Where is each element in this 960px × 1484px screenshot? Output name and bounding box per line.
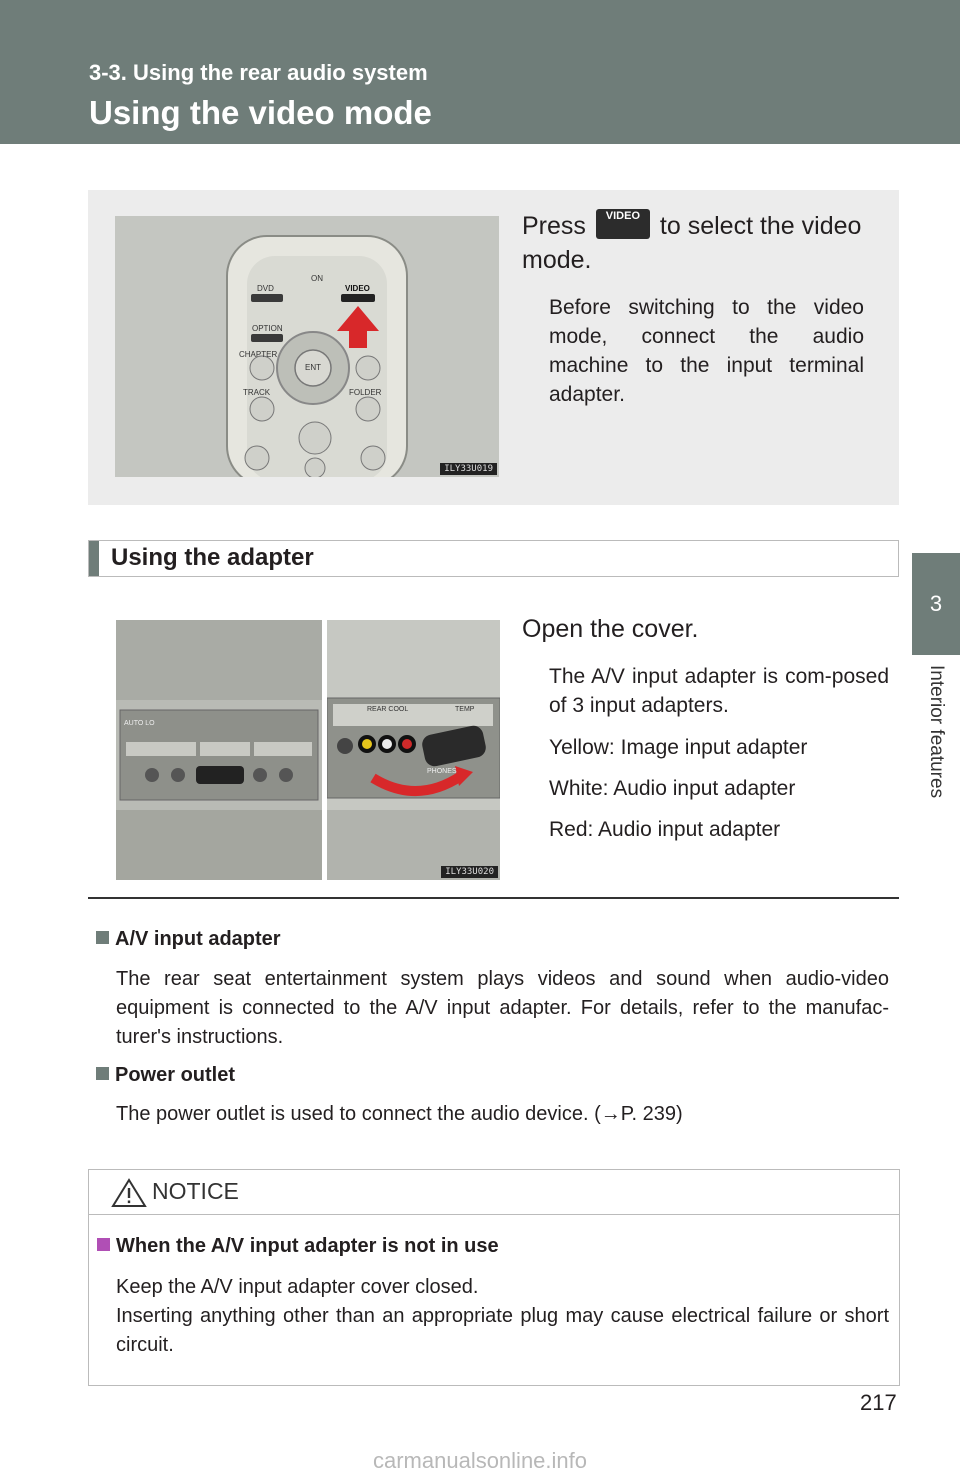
notice-text: [116, 1273, 889, 1360]
adapter-description: The A/V input adapter is com-posed of 3 input adapters.: [549, 665, 889, 717]
page-header: [0, 0, 960, 144]
remote-label-chapter: CHAPTER: [239, 350, 278, 359]
notice-box: [88, 1169, 900, 1386]
remote-label-dvd: DVD: [257, 284, 274, 293]
adapter-section-title: Using the adapter: [111, 544, 314, 571]
page-title: Using the video mode: [89, 94, 432, 131]
remote-label-on: ON: [311, 274, 323, 283]
step1-instruction: [522, 210, 867, 243]
note-text-power-outlet: The power outlet is used to connect the audio device. (→P. 239): [116, 1103, 683, 1125]
notice-line-1: Keep the A/V input adapter cover closed.: [116, 1276, 479, 1298]
panel-label-temp: TEMP: [455, 706, 475, 713]
bullet-square-icon: [97, 1238, 110, 1251]
adapter-step: Open the cover.: [522, 615, 699, 643]
image-code: ILY33U019: [440, 463, 497, 475]
video-button-icon: VIDEO: [596, 209, 650, 239]
remote-label-video: VIDEO: [345, 284, 370, 293]
remote-label-track: TRACK: [243, 388, 271, 397]
step1-description: Before switching to the video mode, connect the audio machine to the input terminal adapter.: [549, 296, 864, 406]
adapter-closeup-illustration: [327, 620, 500, 880]
remote-control-drawing: [115, 216, 499, 477]
divider: [88, 897, 899, 899]
step1-press: Press: [522, 212, 586, 240]
remote-control-illustration: [115, 216, 499, 477]
watermark: carmanualsonline.info: [372, 1448, 588, 1473]
step1-line2: mode.: [522, 246, 592, 274]
note-heading-av-adapter: A/V input adapter: [96, 928, 281, 951]
console-illustration: [116, 620, 322, 880]
notice-heading: When the A/V input adapter is not in use: [97, 1235, 499, 1258]
chapter-label-container: [912, 665, 960, 835]
page-number: 217: [860, 1390, 897, 1415]
remote-label-option: OPTION: [252, 324, 283, 333]
adapter-item-yellow: Yellow: Image input adapter: [549, 736, 808, 759]
notice-line-2: Inserting anything other than an appropriate plug may cause electrical failure or short circuit.: [116, 1305, 889, 1356]
panel-label-phones: PHONES: [427, 768, 457, 775]
bullet-square-icon: [96, 1067, 109, 1080]
bullet-square-icon: [96, 931, 109, 944]
note-heading-power-outlet: Power outlet: [96, 1064, 235, 1087]
console-drawing: [116, 620, 322, 880]
video-mode-step-box: [88, 190, 899, 505]
chapter-label: Interior features: [926, 665, 947, 799]
adapter-closeup-drawing: [327, 620, 500, 880]
chapter-tab[interactable]: 3: [912, 553, 960, 655]
step1-after: to select the video: [659, 212, 862, 240]
notice-label: NOTICE: [152, 1178, 239, 1204]
section-label: 3-3. Using the rear audio system: [89, 60, 428, 85]
panel-label-rear-cool: REAR COOL: [367, 706, 409, 713]
panel-label-auto: AUTO LO: [124, 720, 155, 727]
remote-label-folder: FOLDER: [349, 388, 382, 397]
adapter-section-heading: [88, 540, 899, 577]
note-text-av-adapter: The rear seat entertainment system plays videos and sound when audio-video equipment is connected to the A/V input adapter. For details, refer to the manufac-turer's instructions.: [116, 968, 889, 1048]
notice-header: [89, 1170, 899, 1215]
adapter-item-red: Red: Audio input adapter: [549, 818, 781, 841]
image-code: ILY33U020: [441, 866, 498, 878]
remote-label-ent: ENT: [305, 363, 321, 372]
adapter-item-white: White: Audio input adapter: [549, 777, 796, 800]
warning-triangle-icon: [111, 1178, 147, 1208]
